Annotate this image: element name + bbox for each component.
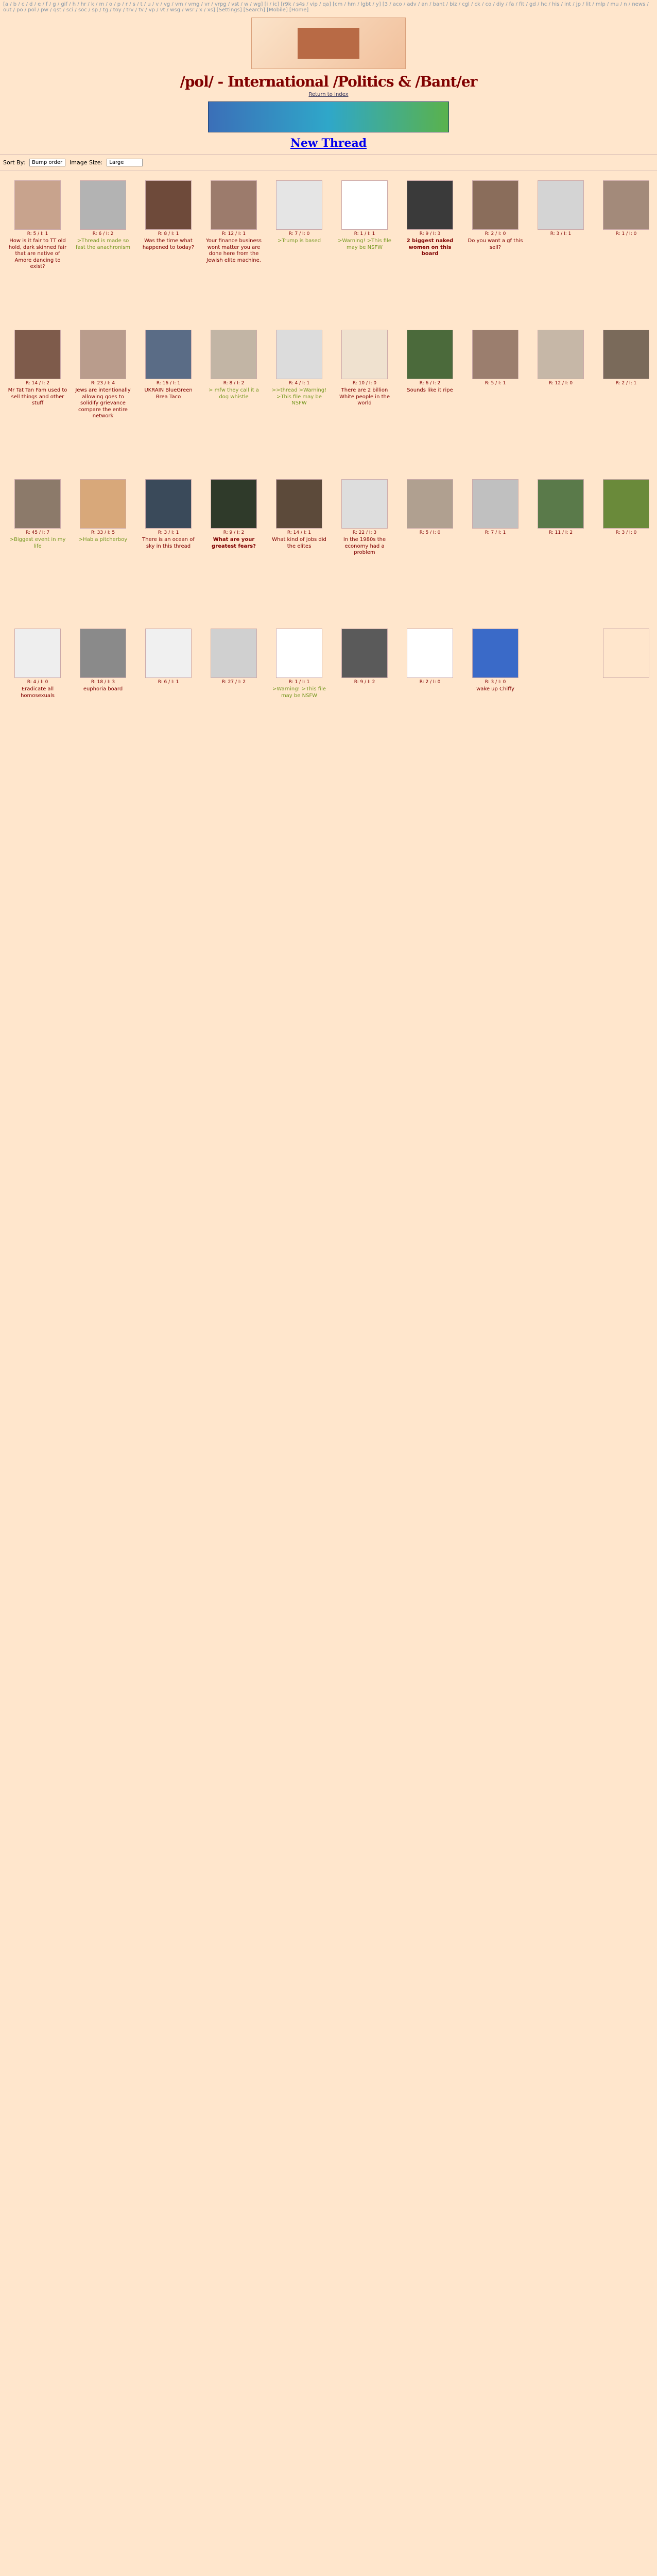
thread-teaser: euphoria board <box>83 686 123 692</box>
thread-thumbnail[interactable] <box>603 629 649 678</box>
thread-teaser: >Warning! >This file may be NSFW <box>272 686 326 699</box>
sort-label: Sort By: <box>3 159 26 166</box>
thread-reply-count: R: 4 / I: 1 <box>288 381 310 386</box>
catalog-thread[interactable] <box>530 180 591 325</box>
thread-reply-count: R: 6 / I: 2 <box>419 381 441 386</box>
thread-reply-count: R: 33 / I: 5 <box>91 530 115 535</box>
thread-teaser: >Hab a pitcherboy <box>78 537 128 543</box>
catalog-controls <box>0 159 657 166</box>
thread-thumbnail[interactable] <box>538 330 584 379</box>
thread-reply-count: R: 12 / I: 1 <box>221 231 246 236</box>
catalog-grid <box>0 175 657 773</box>
top-board-nav[interactable]: [a / b / c / d / e / f / g / gif / h / hr / k / m / o / p / r / s / t / u / v / vg / vm / vmg / vr / vrpg / vst / w / wg] [i / ic] [r9k / s4s / vip / qa] [cm / hm / lgbt / y] [3 / aco / adv / an / bant / biz / cgl / ck / co / diy / fa / fit / gd / hc / his / int / jp / lit / mlp / mu / n / news / out / po / pol / pw / qst / sci / soc / sp / tg / toy / trv / tv / vp / vt / wsg / wsr / x / xs] [Settings] [Search] [Mobile] [Home] <box>3 2 649 13</box>
thread-thumbnail[interactable] <box>14 479 61 529</box>
thread-thumbnail[interactable] <box>472 180 518 230</box>
catalog-thread[interactable] <box>465 629 526 773</box>
thread-reply-count: R: 5 / I: 0 <box>419 530 441 535</box>
catalog-thread[interactable] <box>7 330 68 474</box>
new-thread-link[interactable]: New Thread <box>290 137 367 150</box>
thread-reply-count: R: 10 / I: 0 <box>352 381 377 386</box>
advert-banner[interactable] <box>208 101 449 132</box>
catalog-thread[interactable] <box>7 479 68 623</box>
thread-reply-count: R: 8 / I: 1 <box>158 231 179 236</box>
thread-thumbnail[interactable] <box>14 180 61 230</box>
thread-reply-count: R: 1 / I: 1 <box>354 231 375 236</box>
thread-thumbnail[interactable] <box>407 479 453 529</box>
catalog-thread[interactable] <box>465 330 526 474</box>
thread-thumbnail[interactable] <box>407 629 453 678</box>
thread-teaser: UKRAIN BlueGreen Brea Taco <box>144 387 193 400</box>
catalog-thread[interactable] <box>269 330 330 474</box>
thread-reply-count: R: 12 / I: 0 <box>548 381 573 386</box>
thread-thumbnail[interactable] <box>145 330 192 379</box>
banner-image <box>298 28 359 59</box>
catalog-thread[interactable] <box>73 330 133 474</box>
thread-reply-count: R: 9 / I: 2 <box>354 680 375 685</box>
thread-thumbnail[interactable] <box>472 330 518 379</box>
thread-thumbnail[interactable] <box>211 479 257 529</box>
catalog-thread[interactable] <box>73 629 133 773</box>
thread-teaser: What kind of jobs did the elites <box>272 537 326 549</box>
thread-reply-count: R: 22 / I: 3 <box>352 530 377 535</box>
thread-teaser: Mr Tat Tan Fam used to sell things and other stuff <box>8 387 67 406</box>
size-label: Image Size: <box>70 159 103 166</box>
thread-reply-count: R: 3 / I: 1 <box>158 530 179 535</box>
thread-reply-count: R: 16 / I: 1 <box>156 381 181 386</box>
catalog-thread[interactable] <box>465 180 526 325</box>
thread-reply-count: R: 2 / I: 0 <box>419 680 441 685</box>
catalog-thread[interactable] <box>203 180 264 325</box>
thread-teaser: What are your greatest fears? <box>212 537 256 549</box>
thread-teaser: >Warning! >This file may be NSFW <box>338 238 391 250</box>
catalog-thread[interactable] <box>203 330 264 474</box>
thread-reply-count: R: 6 / I: 2 <box>92 231 114 236</box>
board-title: /pol/ - International /Politics & /Bant/er <box>180 73 477 90</box>
thread-reply-count: R: 27 / I: 2 <box>221 680 246 685</box>
catalog-thread[interactable] <box>400 629 460 773</box>
catalog-thread[interactable] <box>596 479 656 623</box>
divider <box>0 154 657 155</box>
size-select[interactable]: Large <box>107 159 143 166</box>
thread-reply-count: R: 11 / I: 2 <box>548 530 573 535</box>
thread-teaser: wake up Chiffy <box>476 686 514 692</box>
captcha-verify-box[interactable] <box>535 629 586 689</box>
sort-select[interactable]: Bump order <box>29 159 65 166</box>
thread-reply-count: R: 5 / I: 1 <box>485 381 506 386</box>
thread-reply-count: R: 3 / I: 0 <box>485 680 506 685</box>
catalog-thread[interactable] <box>596 629 656 773</box>
thread-thumbnail[interactable] <box>145 629 192 678</box>
thread-teaser: 2 biggest naked women on this board <box>406 238 454 257</box>
thread-thumbnail[interactable] <box>211 330 257 379</box>
catalog-thread[interactable] <box>596 180 656 325</box>
thread-thumbnail[interactable] <box>341 330 388 379</box>
thread-teaser: Sounds like it ripe <box>407 387 453 394</box>
thread-reply-count: R: 3 / I: 1 <box>550 231 572 236</box>
catalog-thread[interactable] <box>138 479 199 623</box>
catalog-thread[interactable] <box>400 180 460 325</box>
catalog-thread[interactable] <box>73 479 133 623</box>
catalog-thread[interactable] <box>400 479 460 623</box>
thread-teaser: Your finance business wont matter you are done here from the Jewish elite machine. <box>205 238 262 263</box>
thread-thumbnail[interactable] <box>472 629 518 678</box>
thread-teaser: How is it fair to TT old hold, dark skinned fair that are native of Amore dancing to exist? <box>8 238 67 270</box>
thread-thumbnail[interactable] <box>341 180 388 230</box>
thread-thumbnail[interactable] <box>407 180 453 230</box>
catalog-thread[interactable] <box>138 330 199 474</box>
catalog-thread[interactable] <box>530 330 591 474</box>
thread-reply-count: R: 5 / I: 1 <box>27 231 48 236</box>
board-subtitle <box>0 92 657 97</box>
thread-thumbnail[interactable] <box>472 479 518 529</box>
new-thread-heading <box>0 137 657 150</box>
catalog-thread[interactable] <box>334 479 395 623</box>
thread-thumbnail[interactable] <box>14 629 61 678</box>
thread-teaser: Was the time what happened to today? <box>142 238 195 250</box>
thread-reply-count: R: 3 / I: 0 <box>615 530 637 535</box>
thread-teaser: Eradicate all homosexuals <box>21 686 55 699</box>
thread-thumbnail[interactable] <box>407 330 453 379</box>
catalog-thread[interactable] <box>530 479 591 623</box>
thread-thumbnail[interactable] <box>603 180 649 230</box>
catalog-thread[interactable] <box>203 479 264 623</box>
thread-thumbnail[interactable] <box>538 180 584 230</box>
thread-reply-count: R: 23 / I: 4 <box>91 381 115 386</box>
thread-thumbnail[interactable] <box>80 629 126 678</box>
thread-teaser: Jews are intentionally allowing goes to solidify grievance compare the entire network <box>75 387 131 419</box>
catalog-thread[interactable] <box>269 180 330 325</box>
thread-teaser: There is an ocean of sky in this thread <box>142 537 195 549</box>
thread-thumbnail[interactable] <box>80 479 126 529</box>
thread-thumbnail[interactable] <box>603 479 649 529</box>
catalog-thread[interactable] <box>334 330 395 474</box>
board-banner[interactable] <box>251 18 406 69</box>
catalog-thread[interactable] <box>138 629 199 773</box>
thread-reply-count: R: 14 / I: 1 <box>287 530 312 535</box>
thread-reply-count: R: 7 / I: 1 <box>485 530 506 535</box>
thread-thumbnail[interactable] <box>211 629 257 678</box>
thread-teaser: >>thread >Warning! >This file may be NSFW <box>271 387 327 406</box>
catalog-thread[interactable] <box>400 330 460 474</box>
thread-reply-count: R: 2 / I: 1 <box>615 381 637 386</box>
catalog-thread[interactable] <box>465 479 526 623</box>
thread-reply-count: R: 9 / I: 2 <box>223 530 245 535</box>
thread-teaser: In the 1980s the economy had a problem <box>343 537 386 556</box>
thread-reply-count: R: 7 / I: 0 <box>288 231 310 236</box>
catalog-thread[interactable] <box>334 180 395 325</box>
thread-thumbnail[interactable] <box>80 180 126 230</box>
thread-reply-count: R: 1 / I: 1 <box>288 680 310 685</box>
thread-thumbnail[interactable] <box>145 180 192 230</box>
thread-teaser: >Thread is made so fast the anachronism <box>75 238 131 250</box>
thread-reply-count: R: 18 / I: 3 <box>91 680 115 685</box>
thread-reply-count: R: 2 / I: 0 <box>485 231 506 236</box>
catalog-thread[interactable] <box>530 629 591 773</box>
thread-thumbnail[interactable] <box>276 180 322 230</box>
thread-thumbnail[interactable] <box>276 629 322 678</box>
catalog-thread[interactable] <box>7 629 68 773</box>
thread-teaser: >Biggest event in my life <box>9 537 66 549</box>
thread-thumbnail[interactable] <box>276 479 322 529</box>
thread-thumbnail[interactable] <box>603 330 649 379</box>
thread-reply-count: R: 9 / I: 3 <box>419 231 441 236</box>
thread-thumbnail[interactable] <box>145 479 192 529</box>
thread-thumbnail[interactable] <box>276 330 322 379</box>
thread-thumbnail[interactable] <box>80 330 126 379</box>
catalog-thread[interactable] <box>269 629 330 773</box>
catalog-thread[interactable] <box>138 180 199 325</box>
catalog-thread[interactable] <box>596 330 656 474</box>
catalog-thread[interactable] <box>269 479 330 623</box>
catalog-thread[interactable] <box>334 629 395 773</box>
thread-teaser: > mfw they call it a dog whistle <box>209 387 259 400</box>
thread-reply-count: R: 45 / I: 7 <box>25 530 50 535</box>
thread-reply-count: R: 14 / I: 2 <box>25 381 50 386</box>
thread-teaser: >Trump is based <box>277 238 321 244</box>
thread-thumbnail[interactable] <box>211 180 257 230</box>
thread-reply-count: R: 4 / I: 0 <box>27 680 48 685</box>
thread-thumbnail[interactable] <box>341 629 388 678</box>
catalog-thread[interactable] <box>73 180 133 325</box>
thread-reply-count: R: 8 / I: 2 <box>223 381 245 386</box>
thread-teaser: There are 2 billion White people in the world <box>339 387 390 406</box>
thread-thumbnail[interactable] <box>538 479 584 529</box>
catalog-thread[interactable] <box>7 180 68 325</box>
thread-thumbnail[interactable] <box>14 330 61 379</box>
thread-thumbnail[interactable] <box>341 479 388 529</box>
thread-reply-count: R: 1 / I: 0 <box>615 231 637 236</box>
thread-teaser: Do you want a gf this sell? <box>468 238 523 250</box>
catalog-thread[interactable] <box>203 629 264 773</box>
return-index-link[interactable]: Return to Index <box>308 92 349 97</box>
thread-reply-count: R: 6 / I: 1 <box>158 680 179 685</box>
